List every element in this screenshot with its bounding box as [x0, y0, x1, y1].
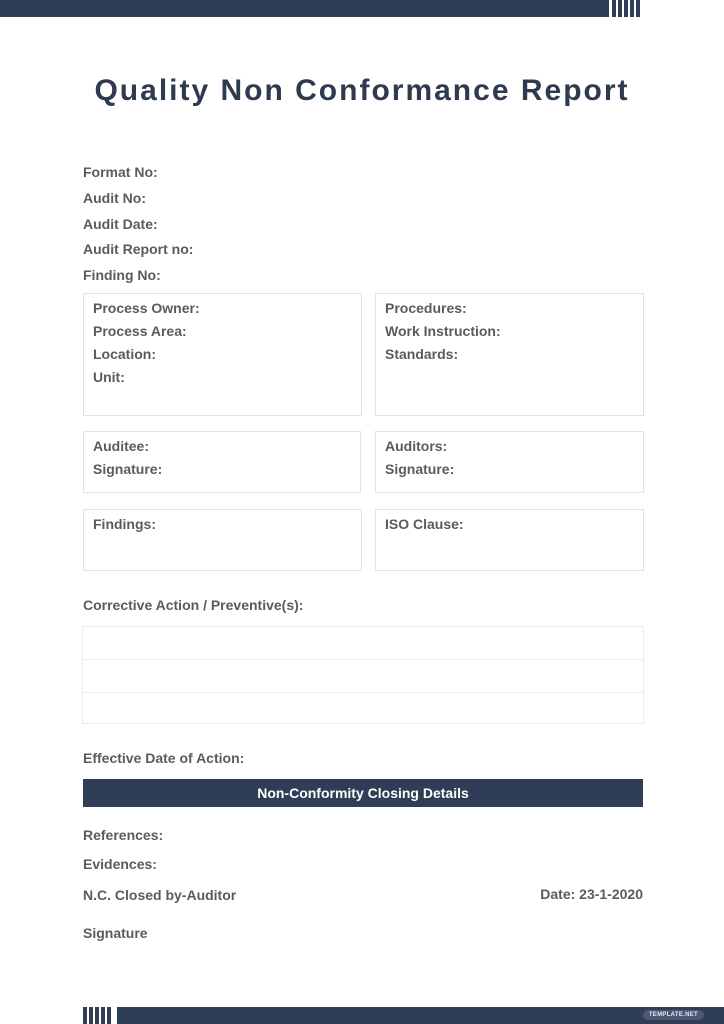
- table-row[interactable]: [83, 660, 643, 693]
- top-decorative-bar: [0, 0, 609, 17]
- auditee-signature-label: Signature:: [93, 461, 163, 477]
- auditors-label: Auditors:: [385, 438, 448, 454]
- process-area-label: Process Area:: [93, 323, 187, 339]
- procedures-box: [375, 293, 644, 416]
- auditee-label: Auditee:: [93, 438, 149, 454]
- closed-by-label: N.C. Closed by-Auditor: [83, 887, 237, 903]
- closing-details-header: Non-Conformity Closing Details: [83, 779, 643, 807]
- references-label: References:: [83, 827, 164, 843]
- format-no-label: Format No:: [83, 164, 158, 180]
- page-title: Quality Non Conformance Report: [94, 74, 630, 107]
- table-row[interactable]: [83, 693, 643, 725]
- finding-no-label: Finding No:: [83, 267, 161, 284]
- findings-box: [83, 509, 362, 571]
- procedures-label: Procedures:: [385, 300, 467, 316]
- closing-date: Date: 23-1-2020: [540, 886, 643, 902]
- process-info-box: [83, 293, 362, 416]
- findings-label: Findings:: [93, 516, 156, 532]
- table-row[interactable]: [83, 627, 643, 660]
- bottom-stripes-decoration: [83, 1007, 111, 1024]
- top-stripes-decoration: [612, 0, 640, 17]
- bottom-decorative-bar: [117, 1007, 724, 1024]
- template-net-badge: TEMPLATE.NET: [643, 1010, 704, 1020]
- corrective-action-table: [82, 626, 644, 724]
- auditors-signature-label: Signature:: [385, 461, 455, 477]
- work-instruction-label: Work Instruction:: [385, 323, 501, 339]
- process-owner-label: Process Owner:: [93, 300, 200, 316]
- audit-no-label: Audit No:: [83, 189, 146, 206]
- evidences-label: Evidences:: [83, 856, 157, 872]
- unit-label: Unit:: [93, 369, 125, 385]
- standards-label: Standards:: [385, 346, 459, 362]
- auditee-box: [83, 431, 361, 493]
- location-label: Location:: [93, 346, 156, 362]
- signature-label: Signature: [83, 925, 148, 941]
- iso-clause-label: ISO Clause:: [385, 516, 464, 532]
- audit-report-no-label: Audit Report no:: [83, 241, 194, 258]
- corrective-action-label: Corrective Action / Preventive(s):: [83, 597, 304, 613]
- meta-fields: [83, 162, 193, 291]
- effective-date-label: Effective Date of Action:: [83, 750, 245, 766]
- auditors-box: [375, 431, 644, 493]
- iso-clause-box: [375, 509, 644, 571]
- audit-date-label: Audit Date:: [83, 215, 158, 232]
